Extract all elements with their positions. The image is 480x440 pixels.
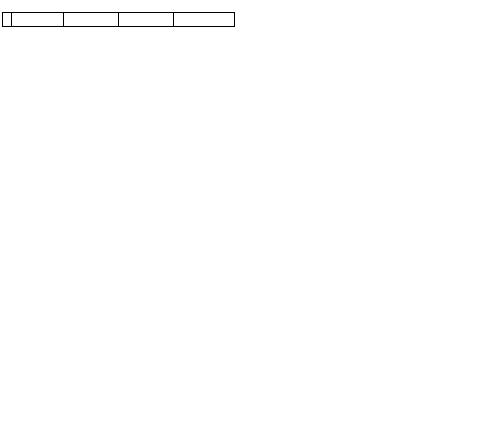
entry-table [2,12,235,27]
header-number [3,13,12,27]
header-dam-dam-sire [174,13,235,27]
header-horse-name [12,13,64,27]
header-dam-sire [119,13,174,27]
header-sire [64,13,119,27]
